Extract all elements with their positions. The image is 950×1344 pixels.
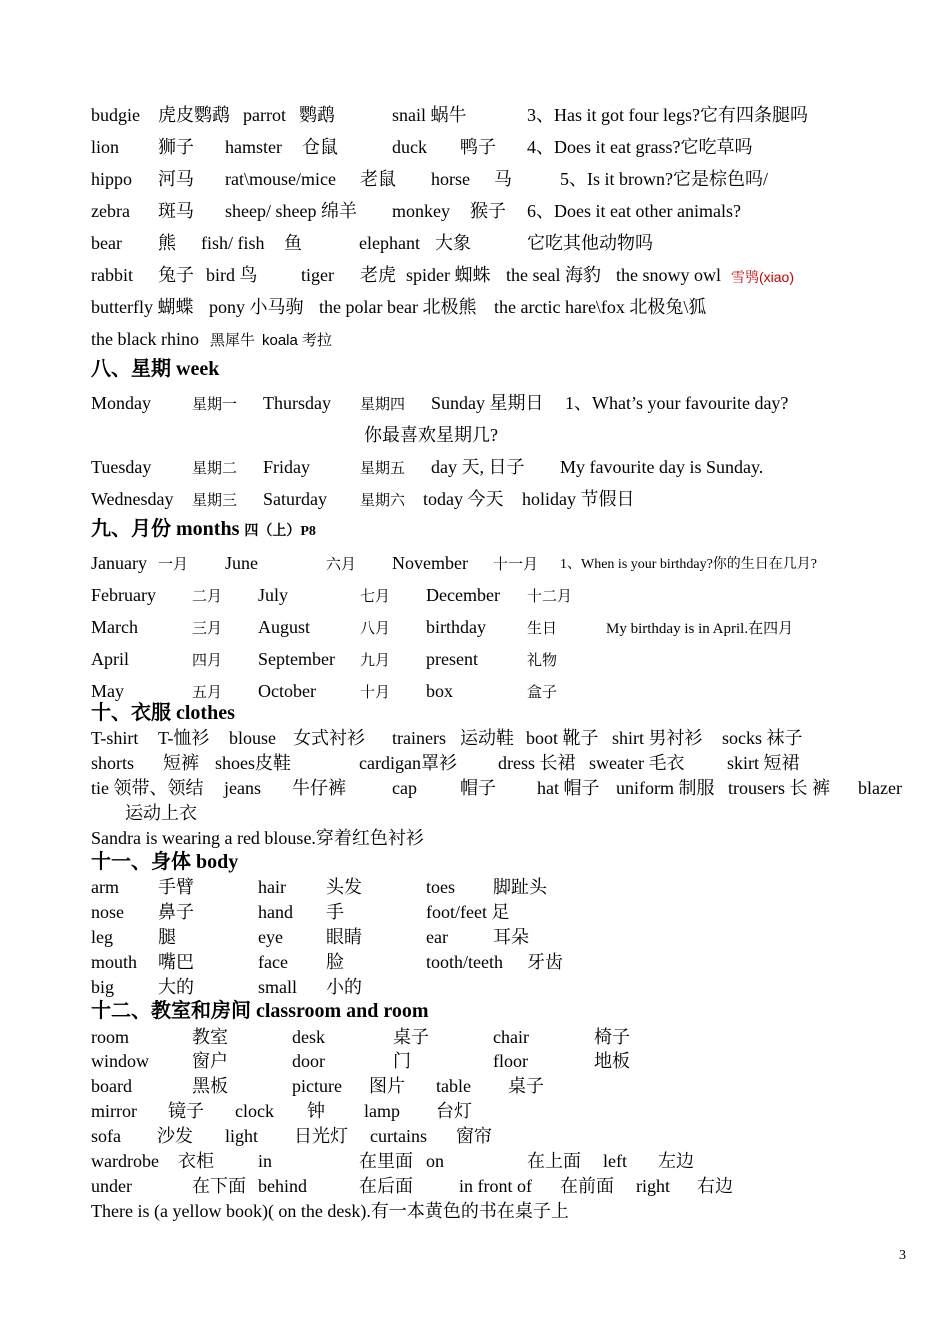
word: 右边 <box>697 1176 733 1196</box>
word: uniform 制服 <box>616 778 715 798</box>
months-row-3 <box>0 616 950 646</box>
word: 八月 <box>360 621 391 637</box>
week-row-3 <box>0 456 950 486</box>
word: 耳朵 <box>493 927 529 947</box>
word: 门 <box>393 1051 411 1071</box>
word: holiday 节假日 <box>522 489 635 509</box>
word: 鼻子 <box>158 902 194 922</box>
word: 十二月 <box>527 589 573 605</box>
word: June <box>225 553 258 573</box>
animals-row-2 <box>0 136 950 166</box>
word: 手 <box>326 902 344 922</box>
section-heading-room: 十二、教室和房间 classroom and room <box>91 1000 429 1022</box>
word: 六月 <box>326 557 357 573</box>
word: 它吃其他动物吗 <box>527 233 653 253</box>
word: 在里面 <box>359 1151 413 1171</box>
word: 在前面 <box>560 1176 614 1196</box>
word: 马 <box>494 169 512 189</box>
word: door <box>292 1051 325 1071</box>
word: shorts <box>91 753 135 773</box>
word: horse <box>431 169 470 189</box>
section-heading-week: 八、星期 week <box>91 358 220 380</box>
word: 二月 <box>192 589 223 605</box>
word: bear <box>91 233 122 253</box>
word: zebra <box>91 201 130 221</box>
question: 5、Is it brown?它是棕色吗/ <box>560 169 768 189</box>
word: duck <box>392 137 427 157</box>
question: 3、Has it got four legs?它有四条腿吗 <box>527 105 808 125</box>
word: November <box>392 553 468 573</box>
word: 运动鞋 <box>460 728 514 748</box>
word: curtains <box>370 1126 427 1146</box>
word: 鹦鹉 <box>299 105 335 125</box>
word: Monday <box>91 393 151 413</box>
word: T-恤衫 <box>158 728 210 748</box>
answer: My birthday is in April.在四月 <box>606 621 794 637</box>
word: blouse <box>229 728 276 748</box>
word: right <box>636 1176 670 1196</box>
word: on <box>426 1151 444 1171</box>
word: 图片 <box>369 1076 405 1096</box>
word: sofa <box>91 1126 121 1146</box>
word: leg <box>91 927 113 947</box>
word: in <box>258 1151 273 1171</box>
heading-text: 九、月份 months <box>91 518 240 540</box>
word: 五月 <box>192 685 223 701</box>
translation: 你最喜欢星期几? <box>364 425 498 445</box>
word: light <box>225 1126 259 1146</box>
word: table <box>436 1076 471 1096</box>
word: 头发 <box>326 877 362 897</box>
word: August <box>258 617 311 637</box>
word: the seal 海豹 <box>506 265 601 285</box>
word: socks 袜子 <box>722 728 803 748</box>
word: nose <box>91 902 124 922</box>
word: 钟 <box>307 1101 325 1121</box>
word: hat 帽子 <box>537 778 600 798</box>
word: shirt 男衬衫 <box>612 728 703 748</box>
word: 虎皮鹦鹉 <box>158 105 230 125</box>
word: dress 长裙 <box>498 753 576 773</box>
word: 斑马 <box>158 201 194 221</box>
word-red: 雪鸮(xiao) <box>731 269 795 285</box>
example-sentence: Sandra is wearing a red blouse.穿着红色衬衫 <box>91 828 424 848</box>
word: 脚趾头 <box>493 877 547 897</box>
word: 牛仔裤 <box>292 778 346 798</box>
word: 在后面 <box>359 1176 413 1196</box>
word: floor <box>493 1051 528 1071</box>
word: toes <box>426 877 455 897</box>
word: 镜子 <box>168 1101 204 1121</box>
word: room <box>91 1027 129 1047</box>
section-heading-clothes: 十、衣服 clothes <box>91 702 235 724</box>
word: hair <box>258 877 286 897</box>
word: Thursday <box>263 393 331 413</box>
word: 十一月 <box>493 557 539 573</box>
word: birthday <box>426 617 486 637</box>
word: today 今天 <box>423 489 504 509</box>
word: 黑板 <box>192 1076 228 1096</box>
word: 小的 <box>326 977 362 997</box>
word: 椅子 <box>594 1027 630 1047</box>
word: 桌子 <box>508 1076 544 1096</box>
word: 窗帘 <box>456 1126 492 1146</box>
word: 一月 <box>158 557 189 573</box>
word: window <box>91 1051 149 1071</box>
word: trousers 长 裤 <box>728 778 830 798</box>
word: 盒子 <box>527 685 558 701</box>
word: cap <box>392 778 417 798</box>
question: 4、Does it eat grass?它吃草吗 <box>527 137 753 157</box>
word: the polar bear 北极熊 <box>319 297 477 317</box>
word: eye <box>258 927 283 947</box>
word: lion <box>91 137 120 157</box>
word: 仓鼠 <box>302 137 338 157</box>
word: budgie <box>91 105 140 125</box>
section-heading-body: 十一、身体 body <box>91 851 239 873</box>
word: September <box>258 649 335 669</box>
word: snail 蜗牛 <box>392 105 467 125</box>
word: boot 靴子 <box>526 728 599 748</box>
word: shoes皮鞋 <box>215 753 291 773</box>
word: small <box>258 977 297 997</box>
word: butterfly 蝴蝶 <box>91 297 194 317</box>
word: 窗户 <box>192 1051 228 1071</box>
animals-row-4 <box>0 200 950 230</box>
word: 牙齿 <box>527 952 563 972</box>
question: 1、When is your birthday?你的生日在几月? <box>560 557 818 572</box>
word: present <box>426 649 478 669</box>
word: 短裤 <box>163 753 199 773</box>
word: 左边 <box>658 1151 694 1171</box>
word: clock <box>235 1101 274 1121</box>
word: 星期五 <box>360 461 406 477</box>
word: 生日 <box>527 621 558 637</box>
week-row-4 <box>0 488 950 518</box>
word: 星期六 <box>360 493 406 509</box>
word: 兔子 <box>158 265 194 285</box>
word: tooth/teeth <box>426 952 503 972</box>
word: jeans <box>224 778 261 798</box>
section-heading-months <box>91 517 316 544</box>
word: behind <box>258 1176 307 1196</box>
week-row-1 <box>0 392 950 422</box>
word: 帽子 <box>460 778 496 798</box>
word: 女式衬衫 <box>293 728 365 748</box>
word: April <box>91 649 129 669</box>
word: 礼物 <box>527 653 558 669</box>
word: 地板 <box>594 1051 630 1071</box>
word: big <box>91 977 115 997</box>
word: rabbit <box>91 265 133 285</box>
animals-row-1 <box>0 104 950 134</box>
word: the black rhino <box>91 329 199 349</box>
word: 猴子 <box>470 201 506 221</box>
animals-row-8 <box>0 328 950 358</box>
word: 在上面 <box>527 1151 581 1171</box>
question: 6、Does it eat other animals? <box>527 201 741 221</box>
word: 脸 <box>326 952 344 972</box>
word: October <box>258 681 316 701</box>
word: blazer <box>858 778 902 798</box>
word: 沙发 <box>157 1126 193 1146</box>
word: trainers <box>392 728 446 748</box>
word: 星期三 <box>192 493 238 509</box>
word: Friday <box>263 457 310 477</box>
word: July <box>258 585 289 605</box>
word: mouth <box>91 952 138 972</box>
word: wardrobe <box>91 1151 159 1171</box>
word: 九月 <box>360 653 391 669</box>
word: 桌子 <box>393 1027 429 1047</box>
word: 大象 <box>435 233 471 253</box>
word: March <box>91 617 138 637</box>
question: 1、What’s your favourite day? <box>565 393 789 413</box>
word: February <box>91 585 156 605</box>
word: hippo <box>91 169 133 189</box>
animals-row-5 <box>0 232 950 262</box>
months-row-2 <box>0 584 950 614</box>
word: 眼睛 <box>326 927 362 947</box>
word: chair <box>493 1027 529 1047</box>
word: under <box>91 1176 132 1196</box>
word: Tuesday <box>91 457 152 477</box>
animals-row-3 <box>0 168 950 198</box>
word: 星期二 <box>192 461 238 477</box>
word: left <box>603 1151 627 1171</box>
word: 教室 <box>192 1027 228 1047</box>
word: cardigan罩衫 <box>359 753 457 773</box>
word: board <box>91 1076 132 1096</box>
word: Wednesday <box>91 489 174 509</box>
word: parrot <box>243 105 286 125</box>
word: 运动上衣 <box>125 803 197 823</box>
word: 鸭子 <box>460 137 496 157</box>
word: 日光灯 <box>294 1126 348 1146</box>
word: desk <box>292 1027 325 1047</box>
word: 腿 <box>158 927 176 947</box>
word: 老鼠 <box>360 169 396 189</box>
room-row-8 <box>0 1200 950 1230</box>
word: day 天, 日子 <box>431 457 525 477</box>
months-row-4 <box>0 648 950 678</box>
word: Sunday 星期日 <box>431 393 544 413</box>
word: box <box>426 681 453 701</box>
word: 四月 <box>192 653 223 669</box>
word: tie 领带、领结 <box>91 778 204 798</box>
word: spider 蜘蛛 <box>406 265 491 285</box>
word: December <box>426 585 500 605</box>
word: January <box>91 553 147 573</box>
word: rat\mouse/mice <box>225 169 336 189</box>
heading-sub: 四（上）P8 <box>244 524 316 539</box>
word: 鱼 <box>284 233 302 253</box>
word: sheep/ sheep 绵羊 <box>225 201 357 221</box>
word: 七月 <box>360 589 391 605</box>
word: 黑犀牛 <box>210 332 256 349</box>
word: tiger <box>301 265 334 285</box>
word: sweater 毛衣 <box>589 753 685 773</box>
word: face <box>258 952 288 972</box>
word: 台灯 <box>436 1101 472 1121</box>
word: ear <box>426 927 448 947</box>
word: koala 考拉 <box>262 332 333 349</box>
word: pony 小马驹 <box>209 297 304 317</box>
word: picture <box>292 1076 342 1096</box>
word: T-shirt <box>91 728 139 748</box>
word: 熊 <box>158 233 176 253</box>
word: the snowy owl <box>616 265 721 285</box>
word: hand <box>258 902 293 922</box>
word: elephant <box>359 233 420 253</box>
word: foot/feet 足 <box>426 902 510 922</box>
word: monkey <box>392 201 450 221</box>
word: 大的 <box>158 977 194 997</box>
week-row-2 <box>0 424 950 454</box>
word: skirt 短裙 <box>727 753 800 773</box>
answer: My favourite day is Sunday. <box>560 457 764 477</box>
word: in front of <box>459 1176 532 1196</box>
word: May <box>91 681 124 701</box>
word: 狮子 <box>158 137 194 157</box>
word: lamp <box>364 1101 400 1121</box>
word: 嘴巴 <box>158 952 194 972</box>
page-number: 3 <box>899 1248 906 1263</box>
animals-row-7 <box>0 296 950 326</box>
months-row-1 <box>0 552 950 582</box>
word: 三月 <box>192 621 223 637</box>
animals-row-6 <box>0 264 950 294</box>
word: Saturday <box>263 489 327 509</box>
word: mirror <box>91 1101 137 1121</box>
word: hamster <box>225 137 282 157</box>
word: 衣柜 <box>178 1151 214 1171</box>
example-sentence: There is (a yellow book)( on the desk).有一本黄色的书在桌子上 <box>91 1201 569 1221</box>
word: bird 鸟 <box>206 265 258 285</box>
word: arm <box>91 877 119 897</box>
word: 老虎 <box>360 265 396 285</box>
word: 在下面 <box>192 1176 246 1196</box>
word: 河马 <box>158 169 194 189</box>
word: fish/ fish <box>201 233 265 253</box>
word: the arctic hare\fox 北极兔\狐 <box>494 297 707 317</box>
word: 十月 <box>360 685 391 701</box>
word: 星期一 <box>192 397 238 413</box>
word: 星期四 <box>360 397 406 413</box>
word: 手臂 <box>158 877 194 897</box>
